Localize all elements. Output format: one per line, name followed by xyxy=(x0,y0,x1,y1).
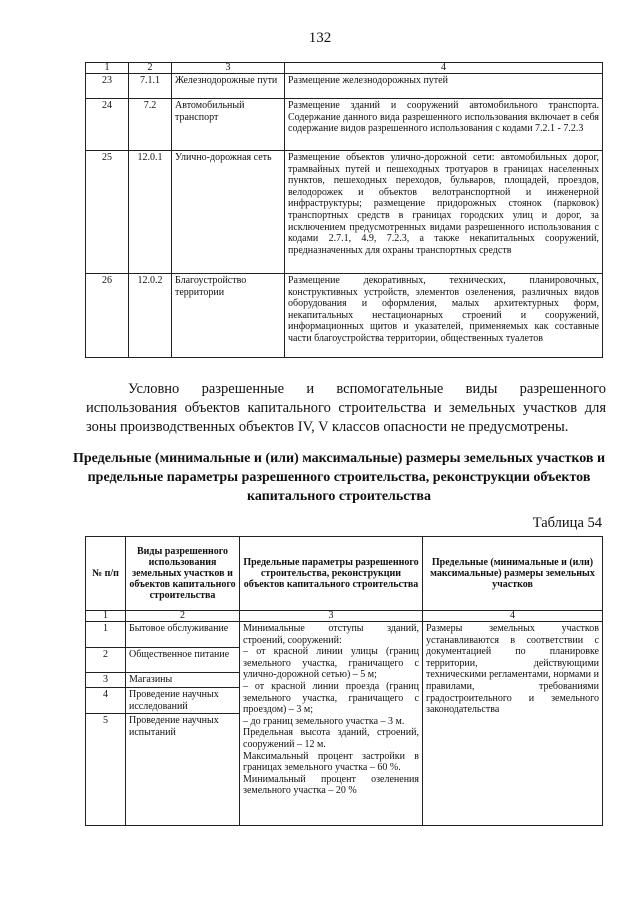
column-number: 1 xyxy=(86,63,129,74)
table-caption: Таблица 54 xyxy=(532,515,602,531)
use-name: Автомобильный транспорт xyxy=(172,99,285,151)
header-row xyxy=(86,537,603,611)
column-number: 2 xyxy=(129,63,172,74)
column-number: 4 xyxy=(285,63,603,74)
use-name: Бытовое обслуживание xyxy=(126,622,240,648)
table-row xyxy=(86,99,603,151)
limit-parameters-table xyxy=(85,536,603,826)
param-line: – от красной линии проезда (границ земельного участка, граничащего с проездом) – 3 м; xyxy=(243,680,419,716)
use-code: 12.0.2 xyxy=(129,274,172,358)
section-heading: Предельные (минимальные и (или) максимальные) размеры земельных участков и предельные параметры разрешенного строительства, реконструкции объектов капитального строительства xyxy=(72,451,606,504)
plot-sizes: Размеры земельных участков устанавливаются в соответствии с документацией по планировке территории, действующими техническими регламентами, нормами и правилами, требованиями градостроительного и земельного законодательства xyxy=(423,622,603,826)
use-description: Размещение объектов улично-дорожной сети: автомобильных дорог, трамвайных путей и пешеходных тротуаров в границах населенных пунктов, пешеходных переходов, бульваров, площадей, проездов, велодорожек и объектов велотранспортной и инженерной инфраструктуры; размещение придорожных стоянок (парковок) транспортных средств в границах городских улиц и дорог, за исключением предусмотренных видами разрешенного использования с кодами 2.7.1, 4.9, 7.2.3, а также некапитальных сооружений, предназначенных для охраны транспортных средств xyxy=(285,151,603,274)
header-use-type: Виды разрешенного использования земельных участков и объектов капитального строительства xyxy=(126,537,240,611)
land-use-table xyxy=(85,62,603,358)
column-number: 3 xyxy=(172,63,285,74)
param-line: Минимальные отступы зданий, строений, сооружений: xyxy=(243,623,419,646)
table-row xyxy=(86,274,603,358)
page-number: 132 xyxy=(308,30,332,46)
row-number: 23 xyxy=(86,74,129,99)
use-name: Проведение научных испытаний xyxy=(126,714,240,826)
table-row xyxy=(86,74,603,99)
header-build-params: Предельные параметры разрешенного строительства, реконструкции объектов капитального строительства xyxy=(240,537,423,611)
column-number: 3 xyxy=(240,611,423,622)
use-name: Проведение научных исследований xyxy=(126,688,240,714)
row-number: 2 xyxy=(86,648,126,673)
body-paragraph: Условно разрешенные и вспомогательные виды разрешенного использования объектов капитального строительства и земельных участков для зоны производственных объектов IV, V классов опасности не предусмотрены. xyxy=(86,381,606,435)
use-description: Размещение зданий и сооружений автомобильного транспорта. Содержание данного вида разрешенного использования включает в себя содержание видов разрешенного использования с кодами 7.2.1 - 7.2.3 xyxy=(285,99,603,151)
row-number: 1 xyxy=(86,622,126,648)
use-name: Благоустройство территории xyxy=(172,274,285,358)
param-line: Предельная высота зданий, строений, сооружений – 12 м. xyxy=(243,727,419,750)
header-plot-sizes: Предельные (минимальные и (или) максимальные) размеры земельных участков xyxy=(423,537,603,611)
param-line: – до границ земельного участка – 3 м. xyxy=(243,715,405,727)
use-code: 7.2 xyxy=(129,99,172,151)
row-number: 4 xyxy=(86,688,126,714)
header-number: № п/п xyxy=(86,537,126,611)
table-row xyxy=(86,151,603,274)
build-parameters xyxy=(240,622,423,826)
use-description: Размещение железнодорожных путей xyxy=(285,74,603,99)
use-name: Железнодорожные пути xyxy=(172,74,285,99)
use-code: 7.1.1 xyxy=(129,74,172,99)
use-name: Общественное питание xyxy=(126,648,240,673)
row-number: 5 xyxy=(86,714,126,826)
param-line: – от красной линии улицы (границ земельного участка, граничащего с улично-дорожной сетью) – 5 м; xyxy=(243,646,419,681)
table-row xyxy=(86,622,603,648)
use-description: Размещение декоративных, технических, планировочных, конструктивных устройств, элементов озеленения, различных видов оборудования и оформления, малых архитектурных форм, некапитальных нестационарных строений и сооружений, информационных щитов и указателей, применяемых как составные части благоустройства территории, общественных туалетов xyxy=(285,274,603,358)
row-number: 3 xyxy=(86,673,126,688)
row-number: 24 xyxy=(86,99,129,151)
use-name: Улично-дорожная сеть xyxy=(172,151,285,274)
column-number: 2 xyxy=(126,611,240,622)
row-number: 26 xyxy=(86,274,129,358)
column-number: 1 xyxy=(86,611,126,622)
use-name: Магазины xyxy=(126,673,240,688)
row-number: 25 xyxy=(86,151,129,274)
param-line: Минимальный процент озеленения земельного участка – 20 % xyxy=(243,773,419,797)
column-number-row xyxy=(86,611,603,622)
column-number-row xyxy=(86,63,603,74)
use-code: 12.0.1 xyxy=(129,151,172,274)
param-line: Максимальный процент застройки в границах земельного участка – 60 %. xyxy=(243,750,419,774)
column-number: 4 xyxy=(423,611,603,622)
